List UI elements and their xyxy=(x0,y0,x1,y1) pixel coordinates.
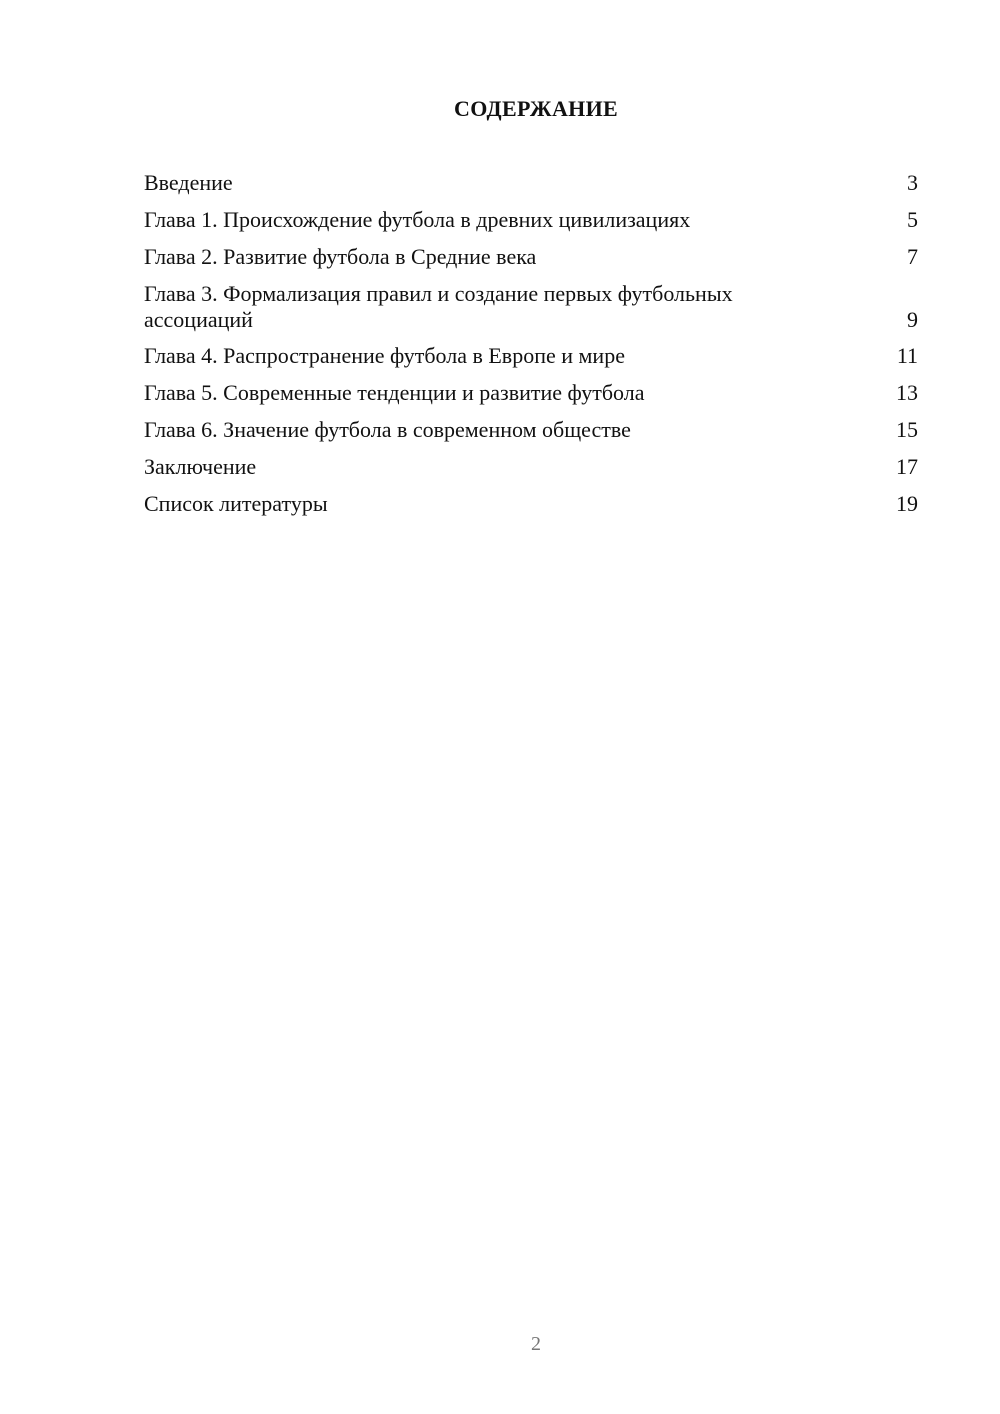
toc-entry-label-line-2: ассоциаций xyxy=(144,307,253,332)
toc-entry-page: 11 xyxy=(896,343,918,368)
toc-entry-label: Глава 5. Современные тенденции и развитие футбола xyxy=(144,380,645,405)
toc-entry-page: 19 xyxy=(896,491,918,516)
toc-entry-references xyxy=(144,491,918,517)
table-of-contents xyxy=(144,170,918,528)
toc-entry-page: 15 xyxy=(896,417,918,442)
toc-entry-chapter-3 xyxy=(144,281,918,333)
page-number: 2 xyxy=(531,1333,541,1355)
toc-entry-label: Заключение xyxy=(144,454,257,479)
toc-entry-label: Список литературы xyxy=(144,491,328,516)
toc-entry-label: Глава 6. Значение футбола в современном обществе xyxy=(144,417,631,442)
toc-entry-chapter-4 xyxy=(144,343,918,369)
toc-entry-label: Глава 2. Развитие футбола в Средние века xyxy=(144,244,537,269)
toc-entry-page: 7 xyxy=(907,244,918,269)
toc-entry-label: Введение xyxy=(144,170,233,195)
toc-entry-page: 13 xyxy=(896,380,918,405)
toc-entry-label: Глава 4. Распространение футбола в Европе и мире xyxy=(144,343,625,368)
toc-entry-page: 3 xyxy=(907,170,918,195)
toc-entry-conclusion xyxy=(144,454,918,480)
toc-entry-chapter-1 xyxy=(144,207,918,233)
toc-entry-page: 5 xyxy=(907,207,918,232)
toc-entry-chapter-2 xyxy=(144,244,918,270)
toc-entry-chapter-6 xyxy=(144,417,918,443)
toc-entry-chapter-5 xyxy=(144,380,918,406)
toc-entry-page: 17 xyxy=(896,454,918,479)
toc-entry-label-line-1: Глава 3. Формализация правил и создание первых футбольных xyxy=(144,281,733,306)
toc-title: СОДЕРЖАНИЕ xyxy=(454,96,618,121)
toc-entry-label: Глава 1. Происхождение футбола в древних цивилизациях xyxy=(144,207,691,232)
toc-entry-page: 9 xyxy=(907,307,918,332)
toc-entry-label xyxy=(144,281,733,333)
toc-entry-introduction xyxy=(144,170,918,196)
